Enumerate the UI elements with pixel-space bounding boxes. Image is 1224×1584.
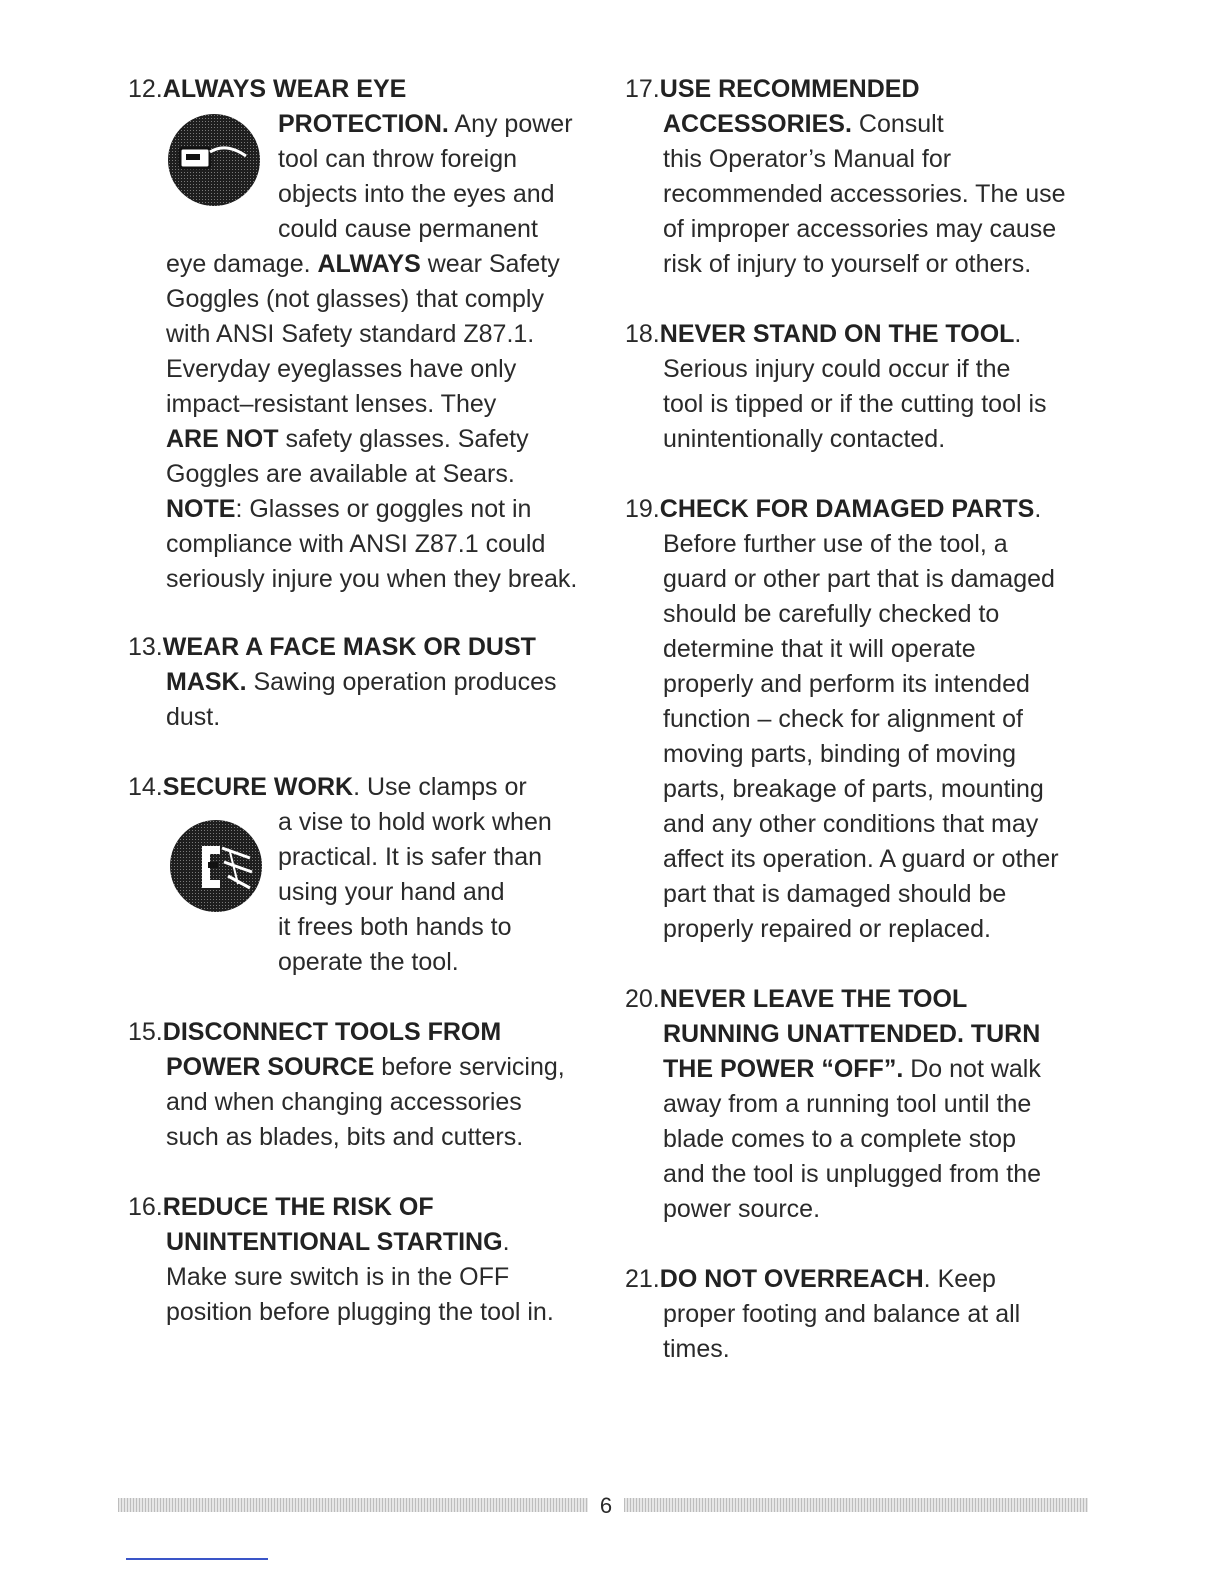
safety-rule-19 (625, 492, 1095, 947)
rule-heading-text: THE POWER “OFF”. (663, 1055, 904, 1083)
rule-body-text: power source. (663, 1195, 821, 1223)
rule-body-text: Before further use of the tool, a (663, 530, 1008, 558)
rule-line (625, 772, 1095, 807)
rule-line (625, 807, 1095, 842)
rule-body-text: before servicing, (374, 1053, 565, 1081)
rule-body-text: parts, breakage of parts, mounting (663, 775, 1044, 803)
rule-body-text: dust. (166, 703, 221, 731)
rule-body-text: this Operator’s Manual for (663, 145, 952, 173)
safety-rule-14 (128, 770, 598, 980)
safety-rule-15 (128, 1015, 598, 1155)
rule-body-text: with ANSI Safety standard Z87.1. (166, 320, 535, 348)
rule-line (625, 247, 1095, 282)
rule-body-text: . (1014, 320, 1022, 348)
rule-line (625, 562, 1095, 597)
rule-heading-text: MASK. (166, 668, 247, 696)
rule-line (625, 1122, 1095, 1157)
rule-line (128, 387, 598, 422)
rule-line (625, 1297, 1095, 1332)
rule-line (625, 912, 1095, 947)
rule-body-text: and any other conditions that may (663, 810, 1039, 838)
rule-heading-text: DO NOT OVERREACH (659, 1265, 924, 1293)
rule-body-text: . Use clamps or (353, 773, 527, 801)
rule-body-text: Any power (448, 110, 573, 138)
rule-body-text: Sawing operation produces (246, 668, 557, 696)
rule-line (128, 422, 598, 457)
rule-body-text: seriously injure you when they break. (166, 565, 578, 593)
rule-heading-text: NEVER STAND ON THE TOOL (659, 320, 1015, 348)
rule-line (625, 667, 1095, 702)
rule-body-text: recommended accessories. The use (663, 180, 1066, 208)
rule-heading-text: WEAR A FACE MASK OR DUST (162, 633, 536, 661)
rule-body-text: risk of injury to yourself or others. (663, 250, 1032, 278)
rule-line (128, 1050, 598, 1085)
rule-number: 18. (625, 320, 660, 348)
rule-line (128, 1085, 598, 1120)
rule-line (128, 630, 598, 665)
rule-line (625, 387, 1095, 422)
rule-line (625, 72, 1095, 107)
rule-body-text: affect its operation. A guard or other (663, 845, 1059, 873)
rule-line (625, 1052, 1095, 1087)
rule-heading-text: NEVER LEAVE THE TOOL (659, 985, 968, 1013)
rule-body-text: objects into the eyes and (278, 180, 555, 208)
rule-body-text: guard or other part that is damaged (663, 565, 1055, 593)
rule-body-text: and the tool is unplugged from the (663, 1160, 1042, 1188)
rule-line (128, 247, 598, 282)
rule-line (128, 770, 598, 805)
rule-body-text: blade comes to a complete stop (663, 1125, 1016, 1153)
rule-number: 16. (128, 1193, 163, 1221)
rule-line (625, 597, 1095, 632)
rule-line (128, 317, 598, 352)
rule-heading-text: UNINTENTIONAL STARTING (166, 1228, 503, 1256)
rule-heading-text: POWER SOURCE (166, 1053, 375, 1081)
rule-body-text: Everyday eyeglasses have only (166, 355, 517, 383)
rule-line (625, 107, 1095, 142)
page-footer (118, 1492, 1088, 1520)
rule-body-text: tool can throw foreign (278, 145, 518, 173)
rule-body-text: impact–resistant lenses. They (166, 390, 497, 418)
safety-goggles-icon (166, 112, 262, 208)
rule-heading-text: RUNNING UNATTENDED. TURN (663, 1020, 1041, 1048)
rule-body-text: part that is damaged should be (663, 880, 1007, 908)
rule-line (625, 702, 1095, 737)
rule-number: 15. (128, 1018, 163, 1046)
rule-body-text: . (502, 1228, 510, 1256)
rule-line (128, 562, 598, 597)
rule-line (625, 842, 1095, 877)
rule-line (128, 1015, 598, 1050)
rule-body-text: function – check for alignment of (663, 705, 1023, 733)
rule-body-text: eye damage. (166, 250, 318, 278)
rule-body-text: using your hand and (278, 878, 505, 906)
safety-rule-13 (128, 630, 598, 735)
safety-rule-21 (625, 1262, 1095, 1367)
rule-line (625, 1332, 1095, 1367)
rule-line (128, 910, 598, 945)
rule-body-text: proper footing and balance at all (663, 1300, 1021, 1328)
rule-line (128, 282, 598, 317)
rule-heading-text: CHECK FOR DAMAGED PARTS (659, 495, 1035, 523)
rule-body-text: unintentionally contacted. (663, 425, 946, 453)
rule-body-text: . Keep (923, 1265, 996, 1293)
footer-pattern-left (118, 1498, 588, 1512)
rule-heading-text: ALWAYS (317, 250, 421, 278)
rule-line (128, 1190, 598, 1225)
rule-line (128, 945, 598, 980)
rule-line (128, 665, 598, 700)
rule-line (128, 1120, 598, 1155)
rule-body-text: and when changing accessories (166, 1088, 522, 1116)
rule-number: 17. (625, 75, 660, 103)
rule-line (625, 1017, 1095, 1052)
safety-rule-12 (128, 72, 598, 597)
rule-body-text: determine that it will operate (663, 635, 976, 663)
rule-heading-text: ALWAYS WEAR EYE (162, 75, 407, 103)
rule-body-text: should be carefully checked to (663, 600, 1000, 628)
rule-heading-text: SECURE WORK (162, 773, 354, 801)
rule-body-text: compliance with ANSI Z87.1 could (166, 530, 546, 558)
rule-line (625, 1192, 1095, 1227)
rule-heading-text: USE RECOMMENDED (659, 75, 920, 103)
rule-heading-text: ARE NOT (166, 425, 279, 453)
rule-body-text: away from a running tool until the (663, 1090, 1032, 1118)
rule-line (625, 877, 1095, 912)
rule-body-text: Consult (851, 110, 944, 138)
rule-heading-text: ACCESSORIES. (663, 110, 852, 138)
rule-body-text: Make sure switch is in the OFF (166, 1263, 510, 1291)
rule-line (128, 212, 598, 247)
rule-body-text: : Glasses or goggles not in (235, 495, 532, 523)
rule-line (625, 177, 1095, 212)
rule-body-text: Serious injury could occur if the (663, 355, 1011, 383)
rule-body-text: could cause permanent (278, 215, 538, 243)
page-number: 6 (599, 1493, 613, 1518)
rule-body-text: practical. It is safer than (278, 843, 543, 871)
rule-number: 21. (625, 1265, 660, 1293)
rule-line (625, 982, 1095, 1017)
rule-number: 13. (128, 633, 163, 661)
rule-body-text: of improper accessories may cause (663, 215, 1057, 243)
rule-line (128, 1260, 598, 1295)
rule-body-text: . (1034, 495, 1042, 523)
safety-rule-18 (625, 317, 1095, 457)
rule-line (625, 422, 1095, 457)
rule-line (625, 212, 1095, 247)
rule-number: 12. (128, 75, 163, 103)
rule-number: 14. (128, 773, 163, 801)
rule-line (128, 1295, 598, 1330)
rule-line (625, 632, 1095, 667)
rule-line (128, 527, 598, 562)
rule-line (625, 317, 1095, 352)
safety-rule-16 (128, 1190, 598, 1330)
rule-body-text: safety glasses. Safety (278, 425, 529, 453)
rule-line (128, 352, 598, 387)
link-underline (126, 1558, 268, 1560)
rule-line (625, 492, 1095, 527)
rule-body-text: Do not walk (903, 1055, 1041, 1083)
safety-rule-17 (625, 72, 1095, 282)
rule-heading-text: PROTECTION. (278, 110, 449, 138)
rule-line (625, 737, 1095, 772)
safety-rule-20 (625, 982, 1095, 1227)
rule-line (128, 492, 598, 527)
rule-line (128, 1225, 598, 1260)
rule-body-text: operate the tool. (278, 948, 459, 976)
rule-body-text: a vise to hold work when (278, 808, 552, 836)
rule-body-text: tool is tipped or if the cutting tool is (663, 390, 1047, 418)
rule-line (625, 142, 1095, 177)
rule-body-text: wear Safety (420, 250, 560, 278)
rule-line (128, 72, 598, 107)
rule-body-text: properly repaired or replaced. (663, 915, 991, 943)
rule-line (625, 1087, 1095, 1122)
rule-body-text: it frees both hands to (278, 913, 512, 941)
rule-number: 19. (625, 495, 660, 523)
rule-heading-text: NOTE (166, 495, 236, 523)
footer-pattern-right (624, 1498, 1088, 1512)
rule-number: 20. (625, 985, 660, 1013)
rule-body-text: position before plugging the tool in. (166, 1298, 554, 1326)
rule-line (625, 527, 1095, 562)
rule-body-text: times. (663, 1335, 730, 1363)
rule-heading-text: REDUCE THE RISK OF (162, 1193, 434, 1221)
rule-line (625, 352, 1095, 387)
rule-line (625, 1157, 1095, 1192)
rule-body-text: moving parts, binding of moving (663, 740, 1016, 768)
rule-body-text: Goggles are available at Sears. (166, 460, 515, 488)
rule-line (128, 700, 598, 735)
secure-work-clamp-icon (168, 818, 264, 914)
rule-heading-text: DISCONNECT TOOLS FROM (162, 1018, 502, 1046)
rule-body-text: such as blades, bits and cutters. (166, 1123, 524, 1151)
rule-line (128, 457, 598, 492)
rule-body-text: properly and perform its intended (663, 670, 1030, 698)
rule-body-text: Goggles (not glasses) that comply (166, 285, 544, 313)
rule-line (625, 1262, 1095, 1297)
